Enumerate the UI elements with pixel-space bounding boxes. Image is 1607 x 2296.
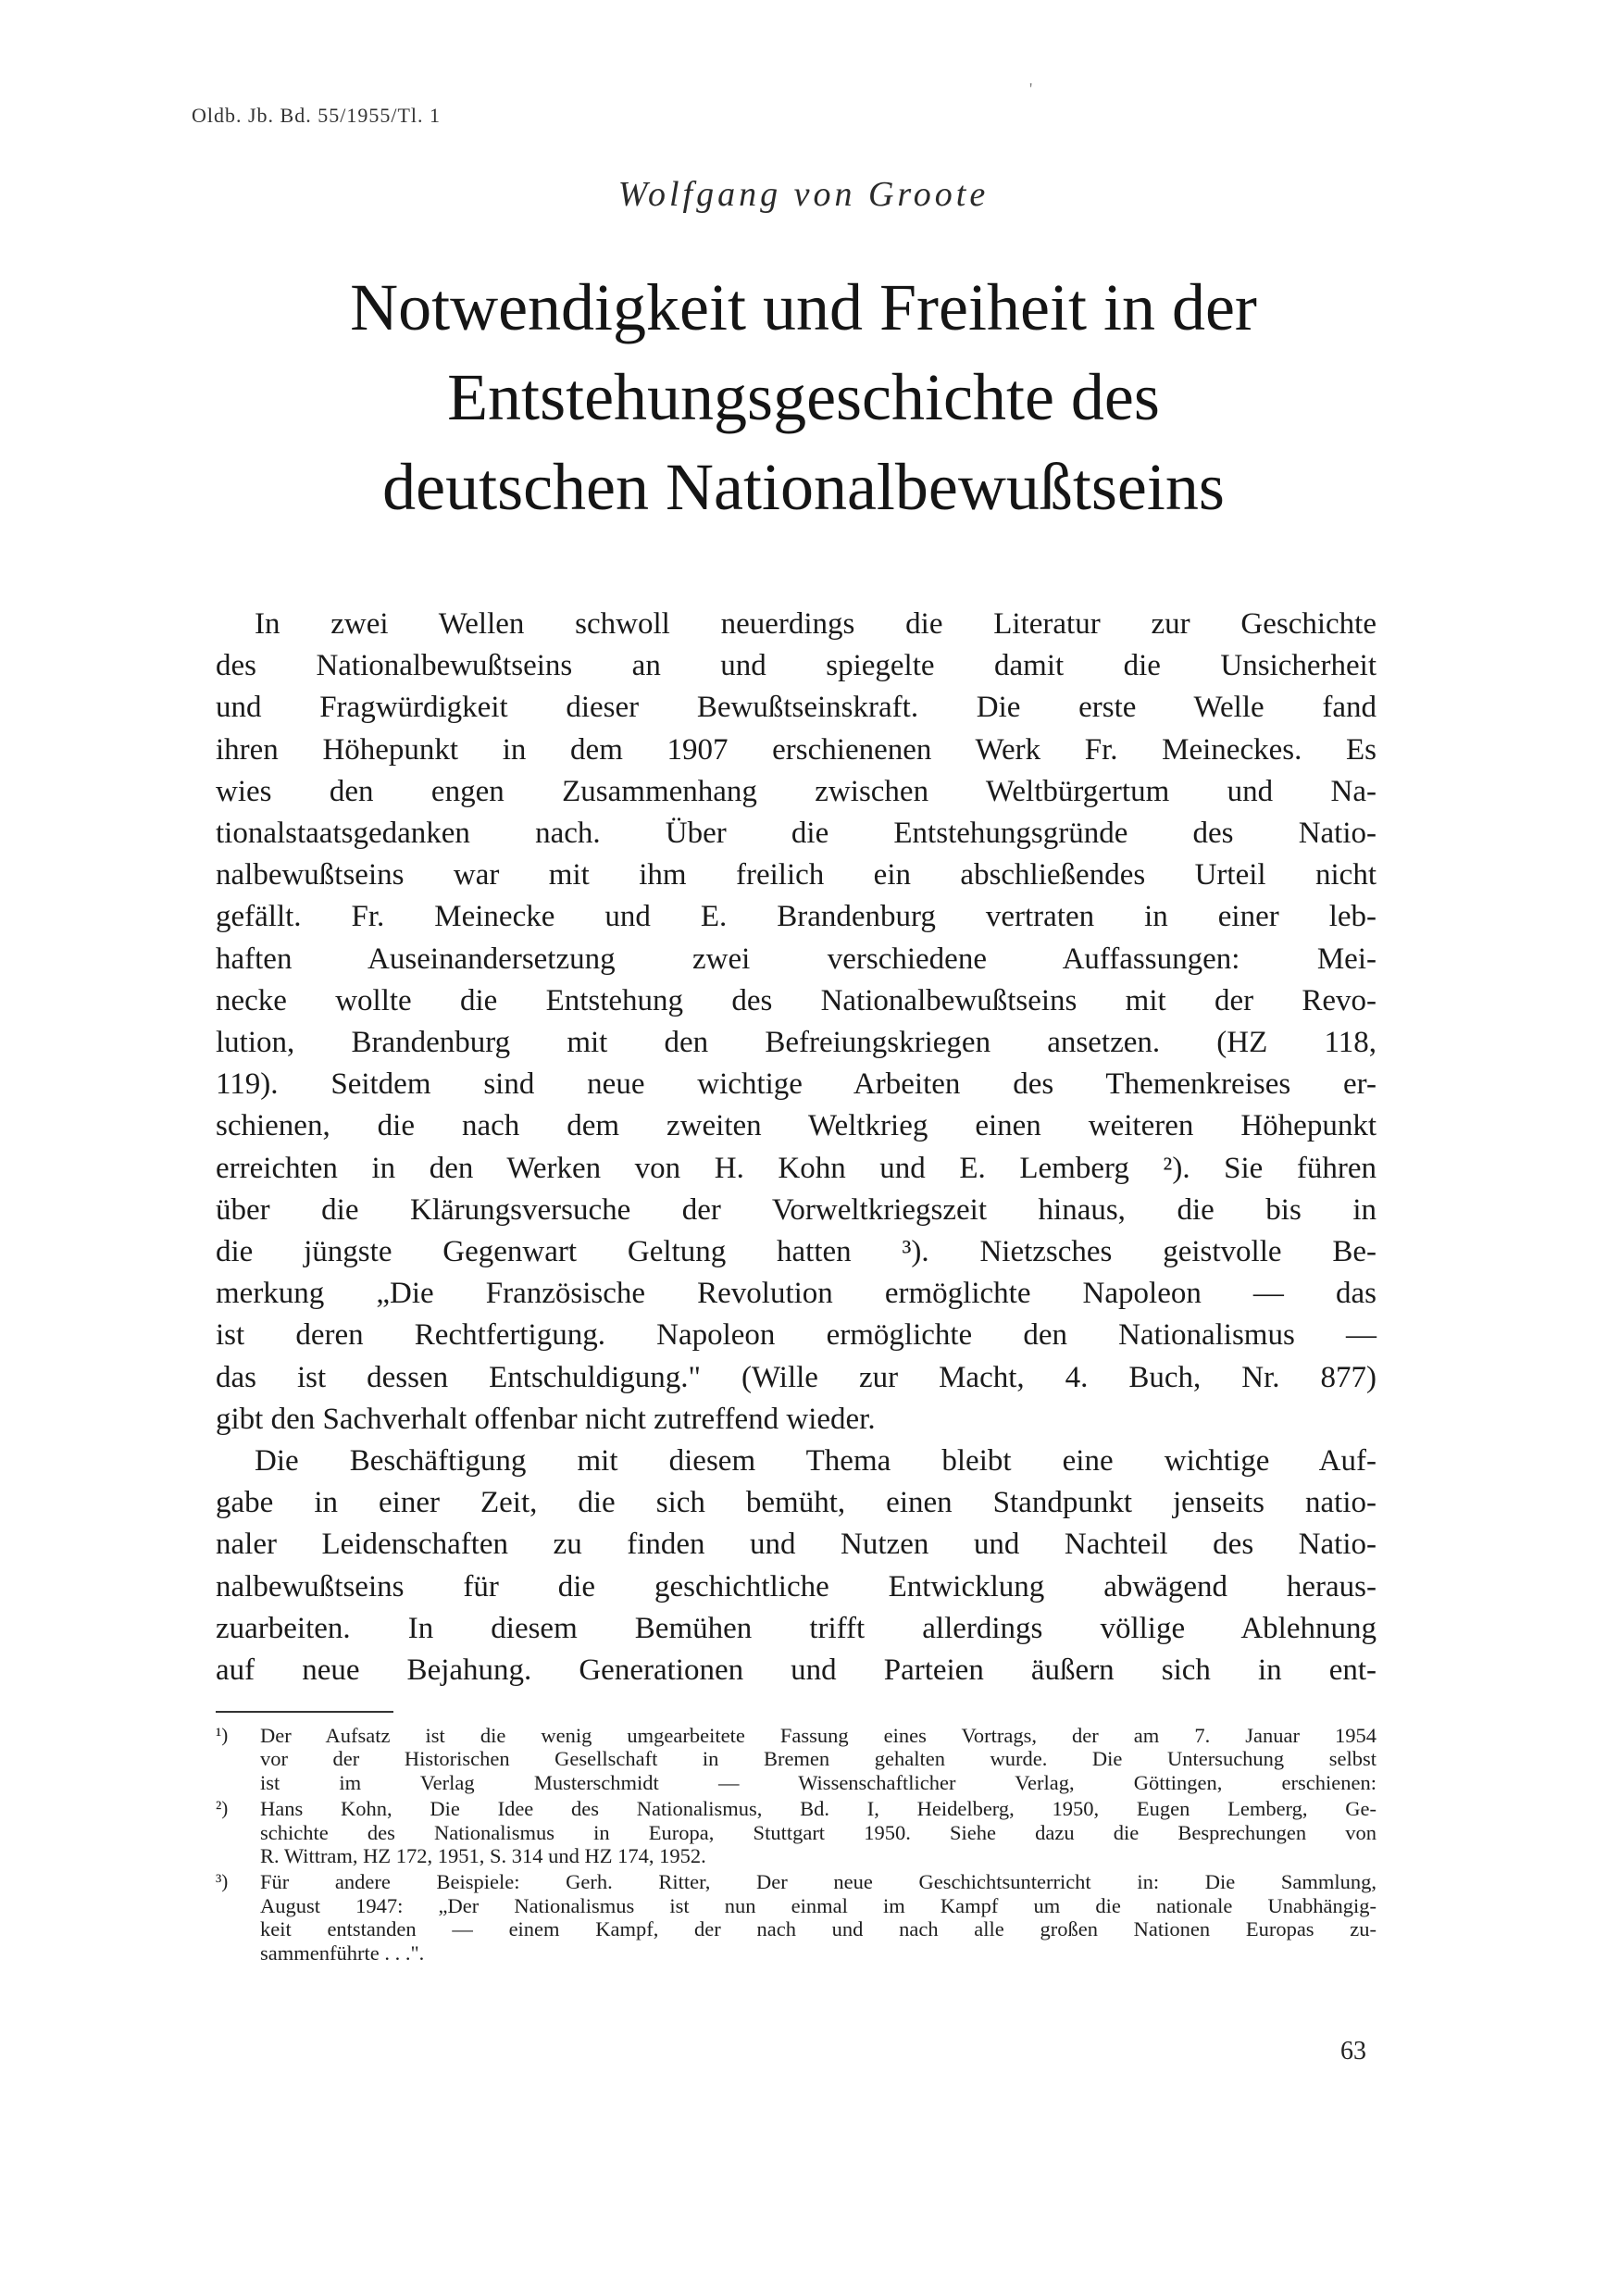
article-title	[0, 263, 1607, 532]
paragraph-1	[216, 604, 1377, 1441]
footnote-3	[216, 1870, 1377, 1965]
margin-mark: '	[1029, 80, 1033, 98]
title-line: deutschen Nationalbewußtseins	[382, 450, 1225, 524]
text-line: des Nationalbewußtseins an und spiegelte damit die Unsicherheit	[216, 649, 1377, 683]
footnote-line: Hans Kohn, Die Idee des Nationalismus, Bd. I, Heidelberg, 1950, Eugen Lemberg, Ge-	[260, 1797, 1377, 1821]
footnote-divider	[216, 1711, 393, 1713]
title-line: Entstehungsgeschichte des	[447, 360, 1160, 434]
footnote-line: schichte des Nationalismus in Europa, Stuttgart 1950. Siehe dazu die Besprechungen von	[260, 1820, 1377, 1844]
footnote-line: Der Aufsatz ist die wenig umgearbeitete Fassung eines Vortrags, der am 7. Januar 1954	[260, 1724, 1377, 1747]
footnote-line: keit entstanden — einem Kampf, der nach und nach alle großen Nationen Europas zu-	[260, 1917, 1377, 1941]
footnotes	[216, 1724, 1377, 1967]
text-line: haften Auseinandersetzung zwei verschiedene Auffassungen: Mei-	[216, 942, 1377, 976]
text-line: erreichten in den Werken von H. Kohn und E. Lemberg ²). Sie führen	[216, 1151, 1377, 1185]
footnote-marker: ¹)	[216, 1724, 229, 1746]
footnote-line: August 1947: „Der Nationalismus ist nun einmal im Kampf um die nationale Unabhängig-	[260, 1893, 1377, 1917]
text-line: ist deren Rechtfertigung. Napoleon ermöglichte den Nationalismus —	[216, 1318, 1377, 1353]
footnote-1	[216, 1724, 1377, 1794]
text-line: lution, Brandenburg mit den Befreiungskriegen ansetzen. (HZ 118,	[216, 1026, 1377, 1060]
footnote-line: Für andere Beispiele: Gerh. Ritter, Der neue Geschichtsunterricht in: Die Sammlung,	[260, 1870, 1377, 1894]
text-line: schienen, die nach dem zweiten Weltkrieg einen weiteren Höhepunkt	[216, 1109, 1377, 1143]
text-line: und Fragwürdigkeit dieser Bewußtseinskraft. Die erste Welle fand	[216, 691, 1377, 725]
footnote-marker: ²)	[216, 1797, 229, 1820]
text-line: tionalstaatsgedanken nach. Über die Entstehungsgründe des Natio-	[216, 817, 1377, 851]
text-line: merkung „Die Französische Revolution ermöglichte Napoleon — das	[216, 1277, 1377, 1311]
text-line: naler Leidenschaften zu finden und Nutzen und Nachteil des Natio-	[216, 1528, 1377, 1562]
page-number: 63	[1340, 2037, 1366, 2065]
text-line: gabe in einer Zeit, die sich bemüht, einen Standpunkt jenseits natio-	[216, 1486, 1377, 1520]
text-line: nalbewußtseins für die geschichtliche Entwicklung abwägend heraus-	[216, 1569, 1377, 1603]
text-line: nalbewußtseins war mit ihm freilich ein abschließendes Urteil nicht	[216, 858, 1377, 892]
text-line: zuarbeiten. In diesem Bemühen trifft allerdings völlige Ablehnung	[216, 1611, 1377, 1645]
footnote-line: vor der Historischen Gesellschaft in Bremen gehalten wurde. Die Untersuchung selbst	[260, 1747, 1377, 1771]
text-line: die jüngste Gegenwart Geltung hatten ³). Nietzsches geistvolle Be-	[216, 1235, 1377, 1269]
footnote-2	[216, 1797, 1377, 1867]
text-line: ihren Höhepunkt in dem 1907 erschienenen Werk Fr. Meineckes. Es	[216, 732, 1377, 767]
text-line: wies den engen Zusammenhang zwischen Weltbürgertum und Na-	[216, 774, 1377, 808]
text-line: gibt den Sachverhalt offenbar nicht zutreffend wieder.	[216, 1402, 876, 1436]
footnote-line: sammenführte . . .".	[260, 1940, 425, 1965]
text-line: necke wollte die Entstehung des Nationalbewußtseins mit der Revo-	[216, 983, 1377, 1017]
author-name: Wolfgang von Groote	[617, 175, 990, 214]
text-line: das ist dessen Entschuldigung." (Wille zur Macht, 4. Buch, Nr. 877)	[216, 1360, 1377, 1394]
body-text	[216, 604, 1377, 1691]
text-line: 119). Seitdem sind neue wichtige Arbeiten des Themenkreises er-	[216, 1067, 1377, 1102]
text-line: auf neue Bejahung. Generationen und Parteien äußern sich in ent-	[216, 1653, 1377, 1688]
running-header: Oldb. Jb. Bd. 55/1955/Tl. 1	[192, 104, 442, 127]
footnote-line: ist im Verlag Musterschmidt — Wissenschaftlicher Verlag, Göttingen, erschienen:	[260, 1770, 1377, 1794]
paragraph-2	[216, 1441, 1377, 1691]
title-line: Notwendigkeit und Freiheit in der	[350, 270, 1257, 344]
text-line: gefällt. Fr. Meinecke und E. Brandenburg vertraten in einer leb-	[216, 900, 1377, 934]
text-line: Die Beschäftigung mit diesem Thema bleibt eine wichtige Auf-	[255, 1444, 1377, 1479]
footnote-marker: ³)	[216, 1870, 229, 1893]
footnote-line: R. Wittram, HZ 172, 1951, S. 314 und HZ 174, 1952.	[260, 1844, 706, 1868]
text-line: über die Klärungsversuche der Vorweltkriegszeit hinaus, die bis in	[216, 1192, 1377, 1227]
text-line: In zwei Wellen schwoll neuerdings die Literatur zur Geschichte	[255, 607, 1377, 641]
